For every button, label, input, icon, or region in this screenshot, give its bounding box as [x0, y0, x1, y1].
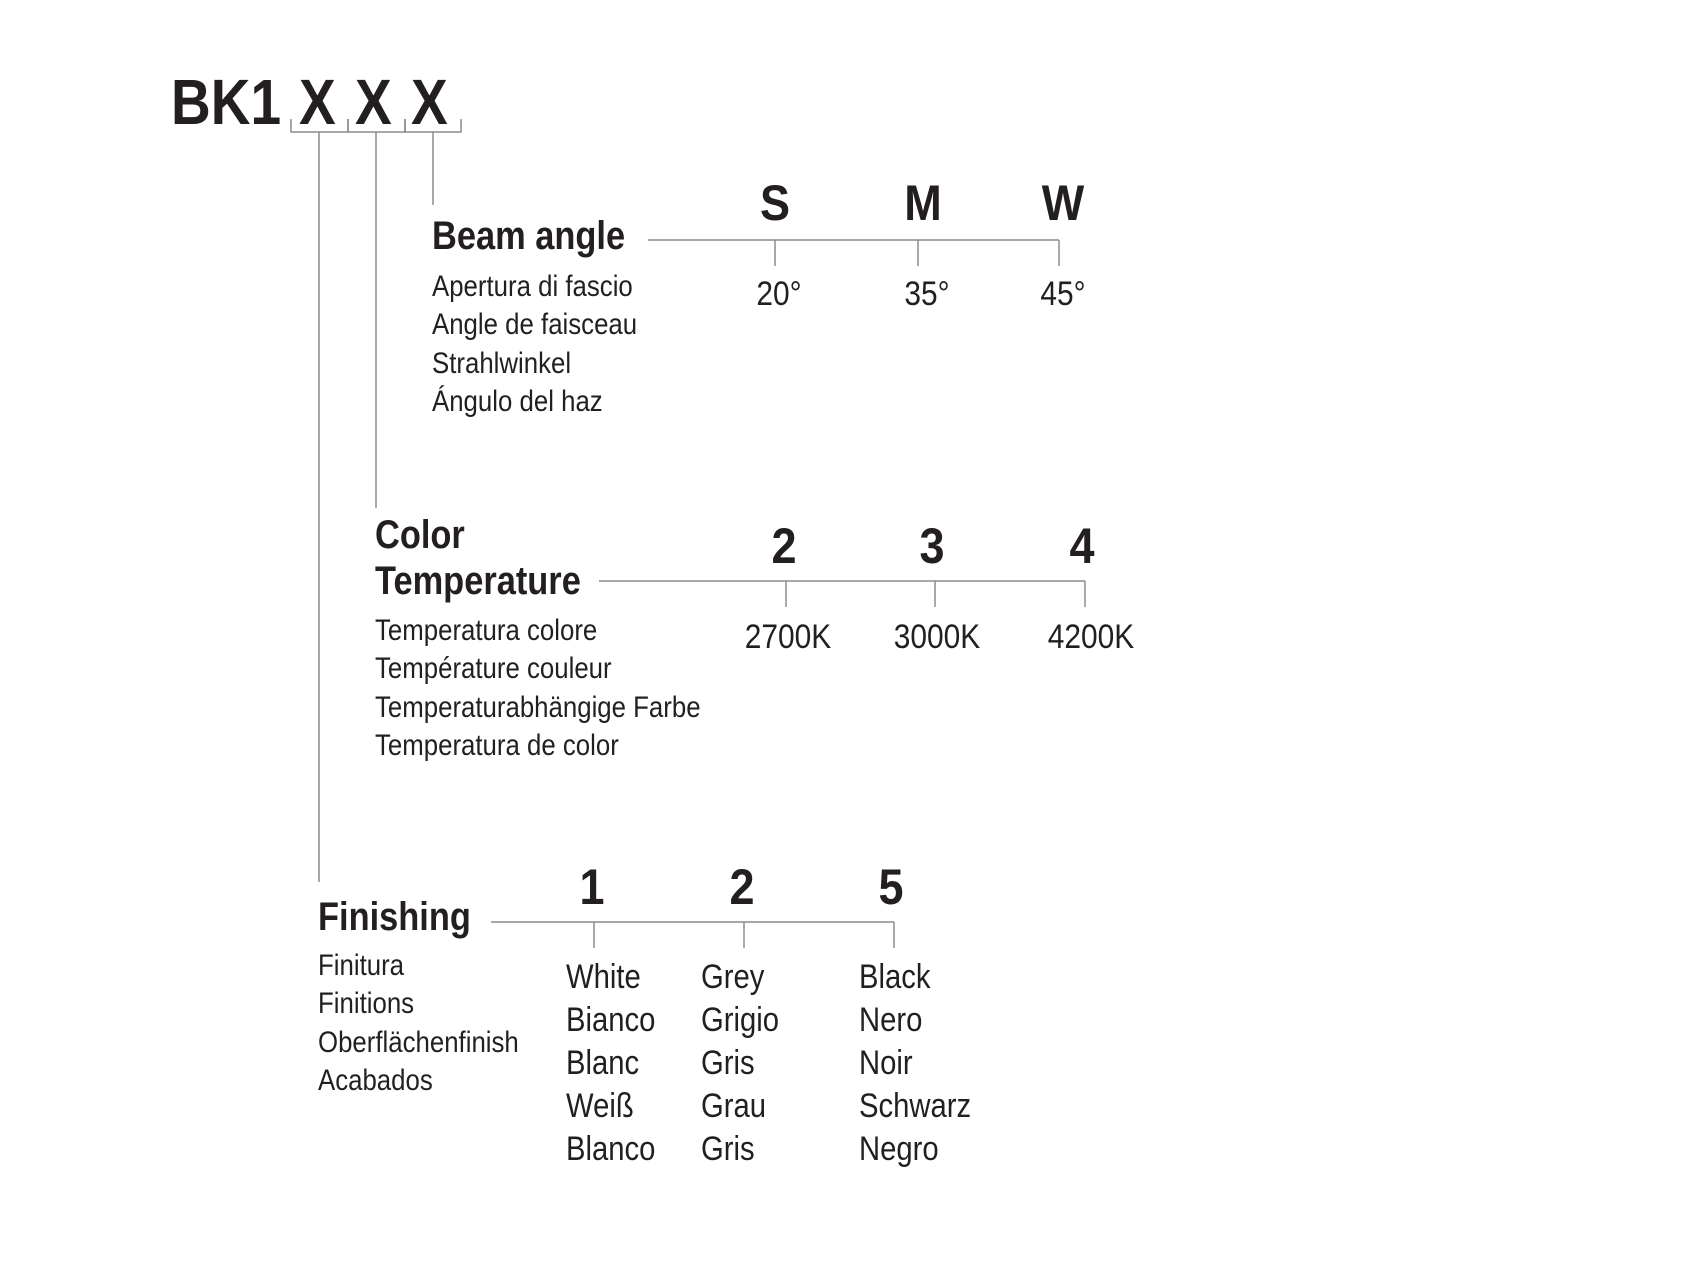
beam-angle-translation: Apertura di fascio: [432, 270, 633, 303]
beam-angle-code-m: M: [904, 175, 942, 231]
finishing-code-1: 1: [579, 859, 605, 915]
finishing-name-grey: Grigio: [701, 1001, 780, 1039]
finishing-translation: Oberflächenfinish: [318, 1026, 519, 1059]
beam-angle-value-w: 45°: [1040, 275, 1086, 313]
finishing-name-white: Weiß: [566, 1087, 634, 1125]
color-temperature-value-3: 3000K: [893, 618, 981, 656]
beam-angle-value-m: 35°: [904, 275, 950, 313]
color-temperature-value-4: 4200K: [1047, 618, 1135, 656]
beam-angle-title: Beam angle: [432, 214, 626, 258]
finishing-name-grey: Gris: [701, 1044, 755, 1082]
color-temperature-title-line1: Color: [375, 513, 465, 557]
beam-angle-value-s: 20°: [756, 275, 802, 313]
finishing-name-grey: Grau: [701, 1087, 767, 1125]
finishing-title: Finishing: [318, 895, 471, 939]
color-temperature-translation: Temperatura de color: [375, 729, 619, 762]
color-temperature-translation: Temperatura colore: [375, 614, 598, 647]
placeholder-finishing: X: [299, 66, 336, 138]
finishing-code-5: 5: [878, 859, 904, 915]
color-temperature-title-line2: Temperature: [375, 559, 581, 603]
beam-angle-translation: Angle de faisceau: [432, 308, 638, 341]
beam-angle-translation: Strahlwinkel: [432, 347, 572, 380]
color-temperature-translation: Température couleur: [375, 652, 612, 685]
finishing-name-white: Blanco: [566, 1130, 656, 1168]
finishing-name-white: White: [566, 958, 641, 996]
finishing-translation: Finitions: [318, 987, 415, 1020]
finishing-translation: Finitura: [318, 949, 405, 982]
finishing-name-white: Bianco: [566, 1001, 656, 1039]
finishing-name-black: Schwarz: [859, 1087, 972, 1125]
finishing-name-grey: Grey: [701, 958, 765, 996]
color-temperature-value-2: 2700K: [744, 618, 832, 656]
placeholder-beam-angle: X: [411, 66, 448, 138]
finishing-name-black: Negro: [859, 1130, 939, 1168]
finishing-name-grey: Gris: [701, 1130, 755, 1168]
finishing-name-white: Blanc: [566, 1044, 640, 1082]
finishing-name-black: Noir: [859, 1044, 913, 1082]
beam-angle-translation: Ángulo del haz: [432, 385, 603, 418]
finishing-name-black: Nero: [859, 1001, 923, 1039]
placeholder-color-temperature: X: [355, 66, 392, 138]
color-temperature-code-3: 3: [919, 518, 945, 574]
finishing-translation: Acabados: [318, 1064, 433, 1097]
finishing-code-2: 2: [729, 859, 755, 915]
product-code-prefix: BK1: [171, 66, 282, 138]
color-temperature-translation: Temperaturabhängige Farbe: [375, 691, 701, 724]
color-temperature-code-2: 2: [771, 518, 797, 574]
finishing-name-black: Black: [859, 958, 931, 996]
color-temperature-code-4: 4: [1069, 518, 1095, 574]
beam-angle-code-s: S: [759, 175, 791, 231]
beam-angle-code-w: W: [1041, 175, 1085, 231]
